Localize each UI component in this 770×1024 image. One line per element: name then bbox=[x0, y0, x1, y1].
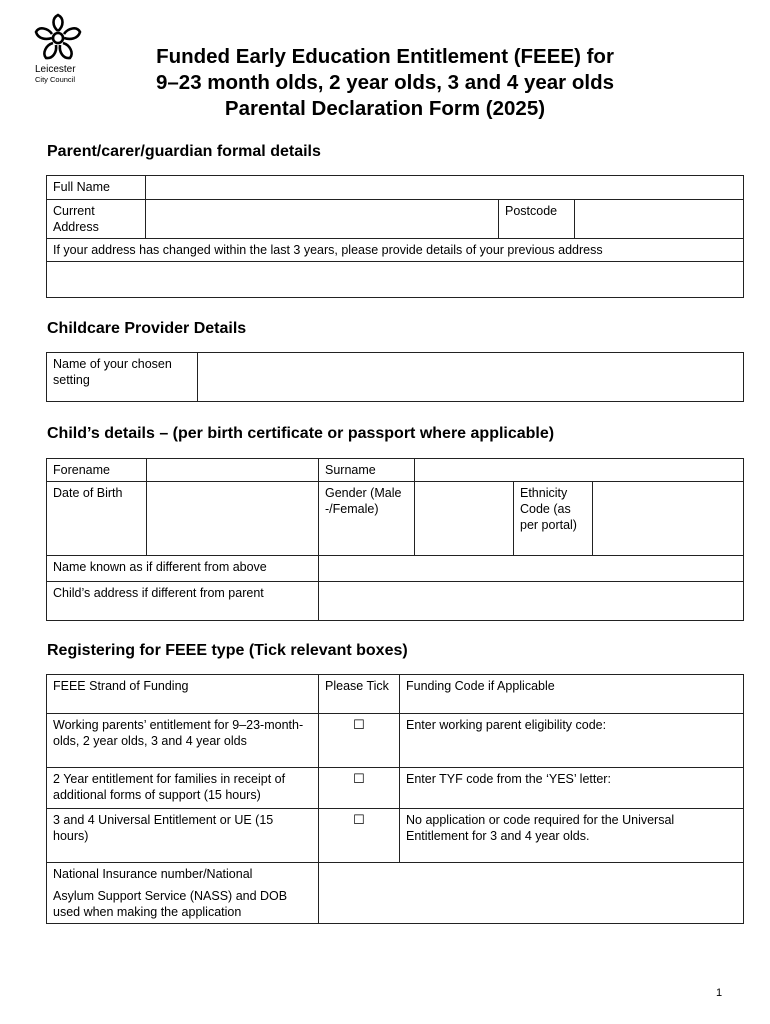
child-address-field[interactable] bbox=[319, 582, 744, 621]
strand-working-parents: Working parents’ entitlement for 9–23-month-olds, 2 year olds, 3 and 4 year olds bbox=[47, 714, 319, 768]
table-row bbox=[47, 768, 744, 809]
surname-field[interactable] bbox=[415, 459, 744, 482]
known-as-label: Name known as if different from above bbox=[47, 556, 319, 582]
dob-field[interactable] bbox=[147, 482, 319, 556]
surname-label: Surname bbox=[319, 459, 415, 482]
title-line-1: Funded Early Education Entitlement (FEEE) for bbox=[156, 45, 614, 68]
code-two-year[interactable]: Enter TYF code from the ‘YES’ letter: bbox=[400, 768, 744, 809]
known-as-field[interactable] bbox=[319, 556, 744, 582]
flower-emblem-icon bbox=[30, 12, 86, 64]
full-name-field[interactable] bbox=[146, 176, 744, 200]
page-title bbox=[100, 44, 670, 122]
nass-label-line-2: Asylum Support Service (NASS) and DOB used when making the application bbox=[53, 889, 288, 919]
ethnicity-field[interactable] bbox=[593, 482, 744, 556]
provider-details-heading: Childcare Provider Details bbox=[47, 320, 247, 337]
previous-address-label: If your address has changed within the last 3 years, please provide details of your previous address bbox=[47, 239, 744, 262]
logo-text-leicester: Leicester bbox=[35, 64, 76, 75]
gender-field[interactable] bbox=[415, 482, 514, 556]
nass-label-line-1: National Insurance number/National bbox=[53, 867, 253, 881]
postcode-label: Postcode bbox=[499, 200, 575, 239]
page-number: 1 bbox=[716, 987, 723, 999]
parent-details-table bbox=[46, 175, 744, 298]
gender-label: Gender (Male -/Female) bbox=[319, 482, 415, 556]
ethnicity-label: Ethnicity Code (as per portal) bbox=[514, 482, 593, 556]
title-line-3: Parental Declaration Form (2025) bbox=[224, 97, 546, 120]
child-address-label: Child’s address if different from parent bbox=[47, 582, 319, 621]
provider-details-table bbox=[46, 352, 744, 402]
title-line-2: 9–23 month olds, 2 year olds, 3 and 4 year olds bbox=[155, 71, 614, 94]
feee-type-table bbox=[46, 674, 744, 924]
dob-label: Date of Birth bbox=[47, 482, 147, 556]
logo-text-city-council: City Council bbox=[35, 75, 76, 84]
feee-type-heading: Registering for FEEE type (Tick relevant boxes) bbox=[47, 642, 408, 659]
forename-field[interactable] bbox=[147, 459, 319, 482]
current-address-label: Current Address bbox=[47, 200, 146, 239]
current-address-field[interactable] bbox=[146, 200, 499, 239]
tick-checkbox-universal[interactable]: ☐ bbox=[319, 809, 400, 863]
child-details-heading: Child’s details – (per birth certificate or passport where applicable) bbox=[47, 425, 555, 442]
strand-universal: 3 and 4 Universal Entitlement or UE (15 hours) bbox=[47, 809, 319, 863]
code-working-parents[interactable]: Enter working parent eligibility code: bbox=[400, 714, 744, 768]
code-universal: No application or code required for the Universal Entitlement for 3 and 4 year olds. bbox=[400, 809, 744, 863]
nass-label bbox=[47, 863, 319, 924]
postcode-field[interactable] bbox=[575, 200, 744, 239]
table-row bbox=[47, 714, 744, 768]
full-name-label: Full Name bbox=[47, 176, 146, 200]
parent-details-heading: Parent/carer/guardian formal details bbox=[47, 143, 321, 160]
tick-column-header: Please Tick bbox=[319, 675, 400, 714]
previous-address-field[interactable] bbox=[47, 262, 744, 298]
tick-checkbox-two-year[interactable]: ☐ bbox=[319, 768, 400, 809]
forename-label: Forename bbox=[47, 459, 147, 482]
tick-checkbox-working-parents[interactable]: ☐ bbox=[319, 714, 400, 768]
strand-column-header: FEEE Strand of Funding bbox=[47, 675, 319, 714]
table-row bbox=[47, 809, 744, 863]
setting-name-label: Name of your chosen setting bbox=[47, 353, 198, 402]
code-column-header: Funding Code if Applicable bbox=[400, 675, 744, 714]
nass-field[interactable] bbox=[319, 863, 744, 924]
strand-two-year: 2 Year entitlement for families in receipt of additional forms of support (15 hours) bbox=[47, 768, 319, 809]
setting-name-field[interactable] bbox=[198, 353, 744, 402]
child-details-table bbox=[46, 458, 744, 621]
